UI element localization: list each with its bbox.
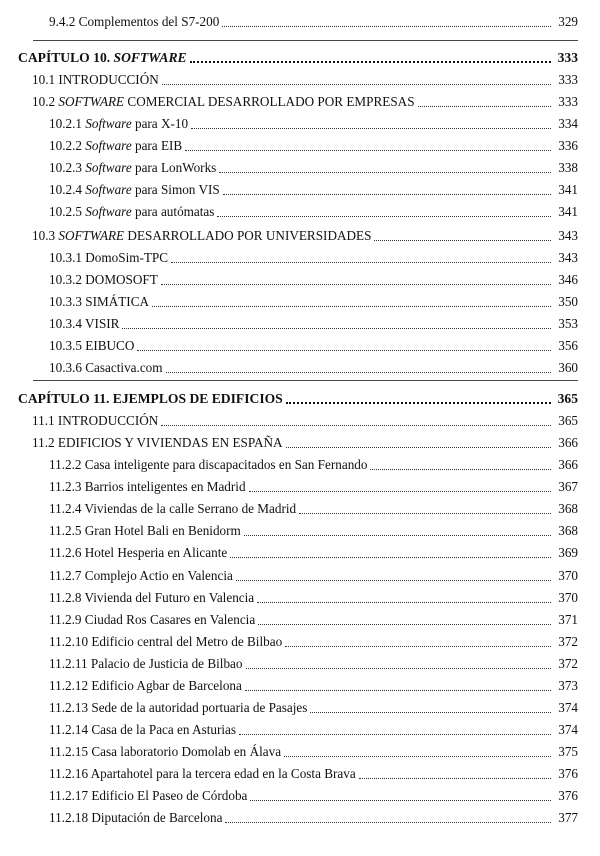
dot-leader [222, 22, 551, 27]
page-number: 375 [558, 744, 578, 759]
toc-title-text: 11.2.6 Hotel Hesperia en Alicante [49, 545, 228, 560]
toc-entry-title [49, 523, 241, 539]
page-number: 376 [558, 766, 578, 781]
toc-title-text: 10.2.2 [49, 138, 86, 153]
toc-title-text: 11.2.10 Edificio central del Metro de Bilbao [49, 634, 283, 649]
dot-leader [239, 730, 551, 735]
toc-title-text: 11.2.15 Casa laboratorio Domolab en Álava [49, 744, 282, 759]
toc-entry [0, 606, 600, 628]
toc-title-italic: Software [85, 116, 132, 131]
toc-title-text: 11.2.17 Edificio El Paseo de Córdoba [49, 788, 248, 803]
page-number: 368 [558, 501, 578, 516]
toc-entry-title [18, 50, 187, 66]
toc-entry-title [49, 766, 356, 782]
toc-entry [0, 672, 600, 694]
toc-entry [0, 584, 600, 606]
dot-leader [223, 190, 551, 195]
toc-title-text: 11.2.5 Gran Hotel Bali en Benidorm [49, 523, 241, 538]
toc-entry-title [32, 435, 283, 451]
toc-title-text: 11.2.7 Complejo Actio en Valencia [49, 568, 233, 583]
toc-title-italic: SOFTWARE [58, 94, 125, 109]
dot-leader [257, 598, 551, 603]
dot-leader [285, 642, 551, 647]
page-number: 369 [558, 545, 578, 560]
dot-leader [246, 664, 552, 669]
toc-entry-title [32, 94, 415, 110]
toc-entry-title [49, 14, 219, 30]
toc-entry [0, 222, 600, 244]
toc-entry [0, 473, 600, 495]
toc-entry-title [49, 788, 247, 804]
toc-title-text: 10.2.1 [49, 116, 86, 131]
dot-leader [166, 368, 551, 373]
toc-entry-title [49, 744, 281, 760]
toc-title-text: 10.3.6 Casactiva.com [49, 360, 163, 375]
toc-entry-title [49, 568, 233, 584]
dot-leader [244, 531, 551, 536]
toc-title-text: 10.3.5 EIBUCO [49, 338, 135, 353]
page-number: 346 [558, 272, 578, 287]
toc-title-text: para LonWorks [131, 160, 217, 175]
toc-entry [0, 539, 600, 561]
toc-entry [0, 332, 600, 354]
toc-title-italic: Software [85, 160, 132, 175]
toc-entry-title [49, 656, 243, 672]
toc-entry-title [49, 294, 149, 310]
toc-title-text: CAPÍTULO 11. EJEMPLOS DE EDIFICIOS [18, 391, 283, 406]
toc-title-text: 11.2.13 Sede de la autoridad portuaria de Pasajes [49, 700, 308, 715]
toc-entry-title [49, 138, 182, 154]
toc-title-text: 11.2.8 Vivienda del Futuro en Valencia [49, 590, 255, 605]
page-number: 365 [557, 391, 578, 406]
toc-title-text: 11.2.11 Palacio de Justicia de Bilbao [49, 656, 243, 671]
toc-title-text: 10.2 [32, 94, 59, 109]
toc-title-text: 11.2.16 Apartahotel para la tercera edad en la Costa Brava [49, 766, 356, 781]
toc-entry-title [32, 72, 159, 88]
page-number: 370 [558, 568, 578, 583]
toc-title-text: 11.2.3 Barrios inteligentes en Madrid [49, 479, 246, 494]
toc-entry-title [49, 457, 367, 473]
toc-title-italic: SOFTWARE [58, 228, 125, 243]
toc-entry [0, 288, 600, 310]
toc-entry [0, 694, 600, 716]
toc-entry [0, 154, 600, 176]
toc-entry-title [49, 700, 307, 716]
toc-entry [0, 110, 600, 132]
toc-entry-title [49, 722, 236, 738]
dot-leader [286, 398, 551, 404]
page-number: 353 [558, 316, 578, 331]
dot-leader [122, 324, 551, 329]
toc-entry [0, 495, 600, 517]
page-number: 370 [558, 590, 578, 605]
toc-title-text: 11.2.14 Casa de la Paca en Asturias [49, 722, 237, 737]
toc-title-text: COMERCIAL DESARROLLADO POR EMPRESAS [124, 94, 415, 109]
dot-leader [245, 686, 551, 691]
toc-entry [0, 88, 600, 110]
toc-entry-title [49, 182, 220, 198]
page-number: 372 [558, 634, 578, 649]
toc-entry [0, 429, 600, 451]
page-number: 365 [558, 413, 578, 428]
toc-title-text: 10.3.3 SIMÁTICA [49, 294, 150, 309]
toc-entry-title [49, 116, 188, 132]
toc-title-text: 9.4.2 Complementos del S7-200 [49, 14, 220, 29]
dot-leader [161, 421, 551, 426]
toc-entry-title [49, 204, 214, 220]
page-number: 366 [558, 457, 578, 472]
toc-entry-title [32, 413, 158, 429]
toc-title-text: para EIB [131, 138, 183, 153]
toc-title-text: 11.2.9 Ciudad Ros Casares en Valencia [49, 612, 256, 627]
dot-leader [152, 302, 551, 307]
toc-title-text: 10.3.4 VISIR [49, 316, 120, 331]
dot-leader [249, 487, 551, 492]
dot-leader [161, 280, 551, 285]
toc-entry [0, 176, 600, 198]
toc-entry-title [49, 479, 246, 495]
separator-rule [33, 380, 578, 381]
page-number: 374 [558, 722, 578, 737]
toc-title-text: 11.2 EDIFICIOS Y VIVIENDAS EN ESPAÑA [32, 435, 283, 450]
toc-title-text: para X-10 [131, 116, 189, 131]
page-number: 343 [558, 250, 578, 265]
toc-title-text: CAPÍTULO 10. [18, 50, 114, 65]
toc-entry-title [49, 634, 282, 650]
toc-title-text: DESARROLLADO POR UNIVERSIDADES [124, 228, 372, 243]
toc-title-text: 10.3.2 DOMOSOFT [49, 272, 158, 287]
page-number: 333 [557, 50, 578, 65]
toc-entry-title [18, 391, 283, 407]
page-number: 336 [558, 138, 578, 153]
separator-rule [33, 40, 578, 41]
toc-entry [0, 66, 600, 88]
toc-entry [0, 650, 600, 672]
toc-title-text: 10.3.1 DomoSim-TPC [49, 250, 169, 265]
page-number: 329 [558, 14, 578, 29]
dot-leader [219, 168, 551, 173]
toc-entry [0, 562, 600, 584]
toc-entry [0, 517, 600, 539]
dot-leader [230, 553, 551, 558]
toc-title-text: 11.2.4 Viviendas de la calle Serrano de Madrid [49, 501, 297, 516]
dot-leader [370, 465, 551, 470]
dot-leader [185, 146, 551, 151]
toc-chapter-entry [0, 385, 600, 407]
page-number: 372 [558, 656, 578, 671]
toc-entry-title [49, 250, 168, 266]
toc-entry-title [49, 501, 296, 517]
toc-title-italic: Software [85, 138, 132, 153]
dot-leader [284, 752, 551, 757]
toc-entry-title [49, 338, 134, 354]
toc-title-text: 10.2.4 [49, 182, 86, 197]
toc-title-text: 10.2.5 [49, 204, 86, 219]
toc-title-text: 10.1 INTRODUCCIÓN [32, 72, 159, 87]
toc-entry-title [49, 810, 222, 826]
page-number: 333 [558, 94, 578, 109]
toc-entry [0, 244, 600, 266]
dot-leader [310, 708, 551, 713]
toc-entry-title [49, 612, 255, 628]
page-number: 356 [558, 338, 578, 353]
page-number: 341 [558, 204, 578, 219]
page-number: 371 [558, 612, 578, 627]
toc-entry-title [49, 160, 216, 176]
page-number: 367 [558, 479, 578, 494]
page-number: 373 [558, 678, 578, 693]
page-number: 338 [558, 160, 578, 175]
toc-title-text: para Simon VIS [131, 182, 220, 197]
dot-leader [137, 346, 551, 351]
dot-leader [162, 80, 551, 85]
dot-leader [250, 796, 551, 801]
page-number: 366 [558, 435, 578, 450]
toc-entry-title [49, 360, 163, 376]
toc-entry [0, 738, 600, 760]
toc-entry [0, 198, 600, 220]
dot-leader [258, 620, 551, 625]
toc-entry [0, 310, 600, 332]
toc-chapter-entry [0, 44, 600, 66]
dot-leader [190, 57, 551, 63]
toc-entry [0, 804, 600, 826]
toc-entry [0, 451, 600, 473]
toc-title-italic: Software [85, 204, 132, 219]
toc-entry [0, 716, 600, 738]
toc-entry-title [49, 678, 242, 694]
dot-leader [191, 124, 551, 129]
toc-title-text: 10.3 [32, 228, 59, 243]
toc-entry [0, 132, 600, 154]
toc-entry-title [49, 590, 254, 606]
toc-entry [0, 8, 600, 30]
toc-entry [0, 266, 600, 288]
page-number: 376 [558, 788, 578, 803]
toc-title-text: 11.2.18 Diputación de Barcelona [49, 810, 223, 825]
toc-entry-title [32, 228, 371, 244]
dot-leader [217, 212, 551, 217]
dot-leader [225, 818, 551, 823]
page-number: 374 [558, 700, 578, 715]
toc-entry [0, 354, 600, 376]
dot-leader [299, 509, 551, 514]
toc-entry-title [49, 272, 158, 288]
dot-leader [286, 443, 551, 448]
toc-entry [0, 782, 600, 804]
toc-entry-title [49, 316, 119, 332]
toc-title-text: para autómatas [131, 204, 215, 219]
page-number: 368 [558, 523, 578, 538]
dot-leader [359, 774, 551, 779]
toc-entry [0, 628, 600, 650]
page-number: 341 [558, 182, 578, 197]
dot-leader [418, 102, 551, 107]
toc-entry [0, 760, 600, 782]
page-number: 333 [558, 72, 578, 87]
toc-title-text: 11.1 INTRODUCCIÓN [32, 413, 159, 428]
page-number: 334 [558, 116, 578, 131]
toc-title-italic: SOFTWARE [113, 50, 187, 65]
page-number: 343 [558, 228, 578, 243]
toc-title-text: 11.2.12 Edificio Agbar de Barcelona [49, 678, 242, 693]
dot-leader [236, 576, 551, 581]
toc-title-text: 10.2.3 [49, 160, 86, 175]
toc-entry-title [49, 545, 227, 561]
dot-leader [171, 258, 551, 263]
page-number: 360 [558, 360, 578, 375]
dot-leader [374, 236, 551, 241]
page-number: 377 [558, 810, 578, 825]
toc-title-text: 11.2.2 Casa inteligente para discapacitados en San Fernando [49, 457, 368, 472]
page-number: 350 [558, 294, 578, 309]
toc-title-italic: Software [85, 182, 132, 197]
toc-entry [0, 407, 600, 429]
